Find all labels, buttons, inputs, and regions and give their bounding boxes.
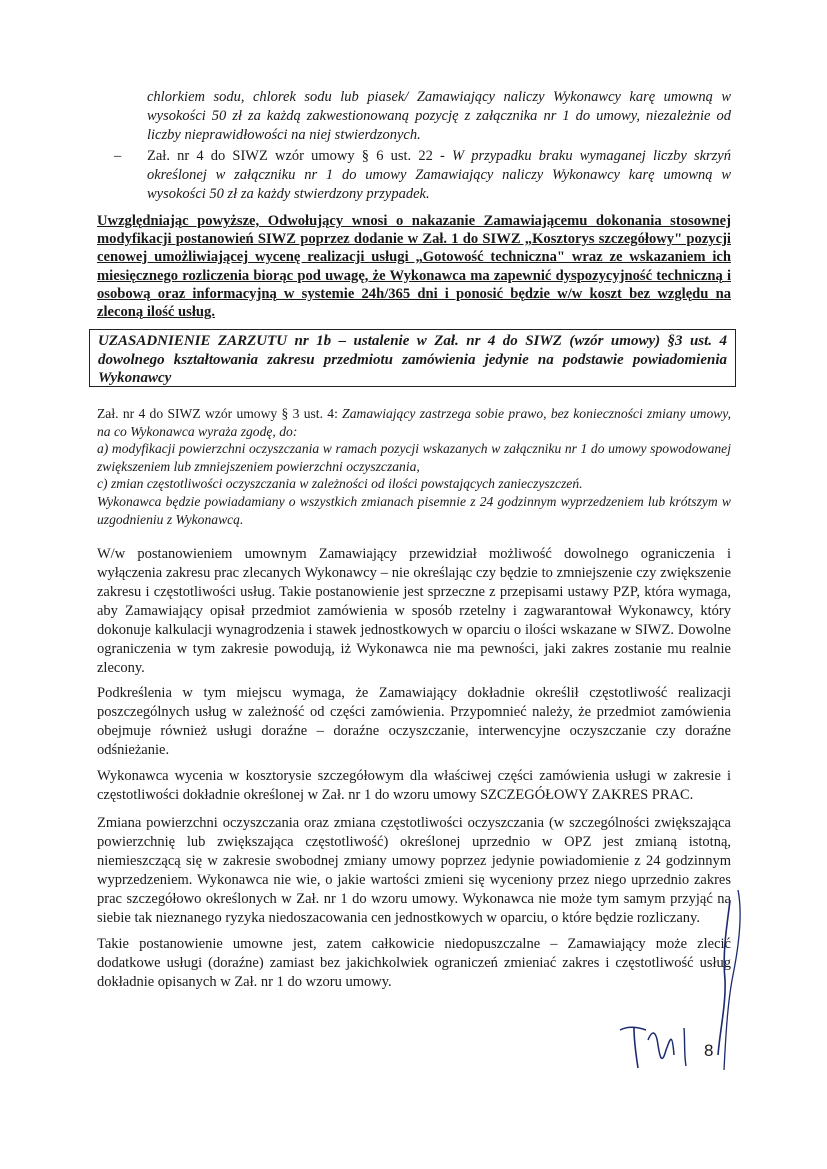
continuation-italic-text: chlorkiem sodu, chlorek sodu lub piasek/ Zamawiający naliczy Wykonawcy karę umowną w wysokości 50 zł za każdą zakwestionowaną pozycję z załącznika nr 1 do umowy, niezależnie od liczby nieprawidłowości na niej stwierdzonych. <box>147 89 731 143</box>
quoted-clause <box>97 405 731 528</box>
body-paragraph: W/w postanowieniem umownym Zamawiający przewidział możliwość dowolnego ograniczenia i wyłączenia zakresu prac zlecanych Wykonawcy – nie określając czy będzie to zmniejszenie czy zwiększenie zakresu i częstotliwości usług. Takie postanowienie jest sprzeczne z przepisami ustawy PZP, która wymaga, aby Zamawiający opisał przedmiot zamówienia w sposób rzetelny i zagwarantował Wykonawcy, który dokonuje kalkulacji wynagrodzenia i stawek jednostkowych w oparciu o ilości wskazane w SIWZ. Dowolne ograniczenia w tym zakresie powodują, iż Wykonawca nie ma pewności, jaki zakres zostanie mu realnie zlecony. <box>97 546 731 676</box>
quote-item-c: c) zmian częstotliwości oczyszczania w zależności od ilości powstających zanieczyszczeń. <box>97 476 583 492</box>
page-number: 8 <box>704 1041 714 1060</box>
quote-closing: Wykonawca będzie powiadamiany o wszystkich zmianach pisemnie z 24 godzinnym wyprzedzeniem lub krótszym w uzgodnieniu z Wykonawcą. <box>97 493 731 527</box>
body-paragraph: Wykonawca wycenia w kosztorysie szczegółowym dla właściwej części zamówienia usługi w zakresie i częstotliwości dokładnie określonej w Zał. nr 1 do wzoru umowy SZCZEGÓŁOWY ZAKRES PRAC. <box>97 768 731 803</box>
quote-intro-normal: Zał. nr 4 do SIWZ wzór umowy § 3 ust. 4: <box>97 406 343 421</box>
quote-intro <box>97 405 731 440</box>
body-paragraph: Takie postanowienie umowne jest, zatem całkowicie niedopuszczalne – Zamawiający może zlecić dodatkowe usługi (doraźne) zamiast bez jakichkolwiek ograniczeń zmieniać zakres i częstotliwość usług dokładnie opisanych w Zał. nr 1 do wzoru umowy. <box>97 936 731 990</box>
section-heading-box <box>89 329 736 387</box>
handwritten-signature <box>600 880 760 1080</box>
bullet-dash: – <box>114 148 122 164</box>
quote-item-a: a) modyfikacji powierzchni oczyszczania w ramach pozycji wskazanych w załączniku nr 1 do umowy spowodowanej zwiększeniem lub zmniejszeniem powierzchni oczyszczania, <box>97 441 731 474</box>
demand-paragraph: Uwzględniając powyższe, Odwołujący wnosi o nakazanie Zamawiającemu dokonania stosownej modyfikacji postanowień SIWZ poprzez dodanie w Zał. 1 do SIWZ „Kosztorys szczegółowy" pozycji cenowej umożliwiającej wycenę realizacji usługi „Gotowość techniczna" wraz ze wskazaniem ich miesięcznego rozliczenia biorąc pod uwagę, że Wykonawca ma zapewnić dyspozycyjność techniczną i osobową oraz informacyjną w systemie 24h/365 dni i ponosić będzie w/w koszt bez względu na zleconą ilość usług. <box>97 213 731 321</box>
body-paragraph: Podkreślenia w tym miejscu wymaga, że Zamawiający dokładnie określił częstotliwość realizacji poszczególnych usług w zależność od części zamówienia. Przypomnieć należy, że przedmiot zamówienia obejmuje również usługi doraźne – doraźne oczyszczanie, interwencyjne oczyszczanie czy doraźne odśnieżanie. <box>97 685 731 758</box>
bullet-text <box>147 147 731 204</box>
bullet-italic-text: W przypadku braku wymaganej liczby skrzyń określonej w załączniku nr 1 do umowy Zamawiający naliczy Wykonawcy karę umowną w wysokości 50 zł za każdy stwierdzony przypadek. <box>147 148 731 202</box>
section-heading: UZASADNIENIE ZARZUTU nr 1b – ustalenie w Zał. nr 4 do SIWZ (wzór umowy) §3 ust. 4 dowolnego kształtowania zakresu przedmiotu zamówienia jedynie na podstawie powiadomienia Wykonawcy <box>98 333 727 386</box>
quote-intro-italic: Zamawiający zastrzega sobie prawo, bez konieczności zmiany umowy, na co Wykonawca wyraża zgodę, do: <box>97 406 731 439</box>
bullet-normal-text: Zał. nr 4 do SIWZ wzór umowy § 6 ust. 22 - <box>147 148 452 164</box>
body-paragraph: Zmiana powierzchni oczyszczania oraz zmiana częstotliwości oczyszczania (w szczególności zwiększająca powierzchnię lub zwiększająca częstotliwość) określonej uprzednio w OPZ jest zmianą istotną, niemieszczącą się w zakresie swobodnej zmiany umowy poprzez jedynie powiadomienie z 24 godzinnym wyprzedzeniem. Wykonawca nie wie, o jakie wartości zmieni się wyceniony przez niego uprzednio zakres prac szczegółowo określonych w Zał. nr 1 do wzoru umowy. Wykonawca nie może tym samym przyjąć na siebie tak nieznanego ryzyka niedoszacowania cen jednostkowych w oparciu, o które będzie rozliczany. <box>97 815 731 926</box>
